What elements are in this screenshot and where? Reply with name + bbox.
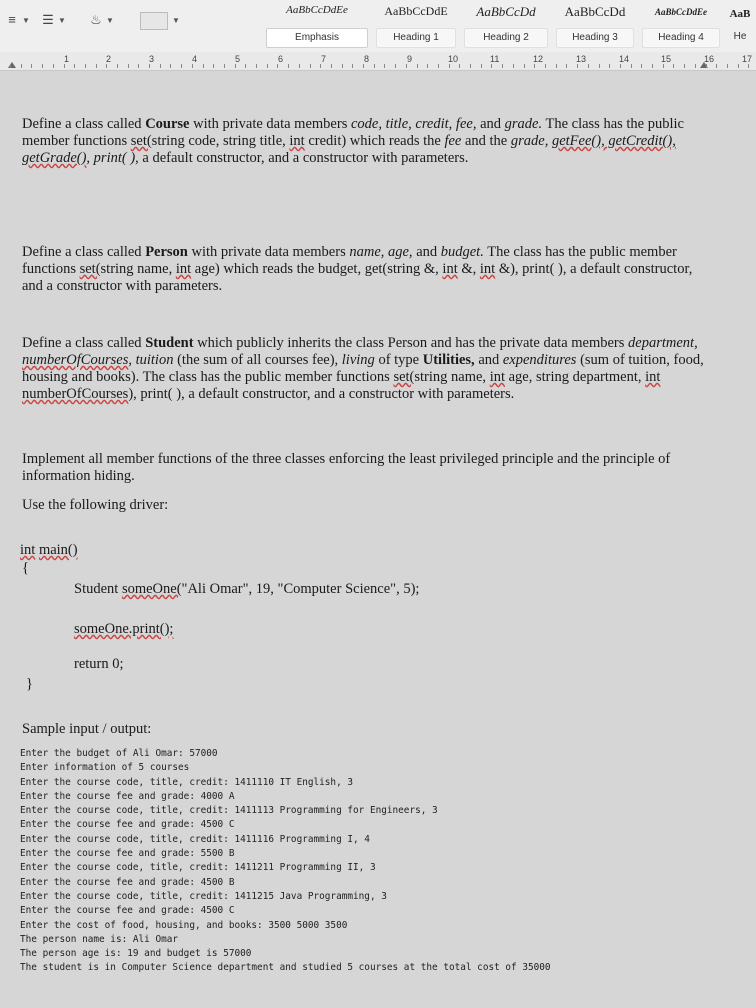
paragraph-student bbox=[22, 335, 712, 403]
style-sample: AaBbCcDd bbox=[564, 4, 626, 19]
ruler-tick bbox=[727, 64, 728, 68]
text: &, bbox=[457, 261, 480, 277]
ruler-tick bbox=[277, 64, 278, 68]
ruler-tick bbox=[417, 64, 418, 68]
ruler-tick bbox=[663, 64, 664, 68]
style-sample: AaB bbox=[729, 8, 751, 20]
paragraph-person bbox=[22, 244, 712, 295]
ruler-tick bbox=[748, 64, 749, 68]
style-sample: AaBbCcDdEe bbox=[654, 7, 707, 17]
ruler-tick bbox=[10, 64, 11, 68]
style-sample: AaBbCcDdE bbox=[384, 4, 448, 18]
ruler-tick bbox=[513, 64, 514, 68]
ruler-tick bbox=[491, 64, 492, 68]
align-justify-icon: ≡ bbox=[8, 12, 16, 27]
text: expenditures bbox=[502, 352, 577, 368]
ruler-number: 4 bbox=[192, 54, 198, 64]
ruler-number: 2 bbox=[106, 54, 112, 64]
ruler-tick bbox=[406, 64, 407, 68]
ruler-number: 15 bbox=[661, 54, 672, 64]
text: name, age, bbox=[349, 244, 413, 260]
text: int bbox=[289, 133, 305, 149]
text: Utilities, bbox=[422, 352, 475, 368]
console-output bbox=[20, 747, 720, 976]
ruler-tick bbox=[149, 64, 150, 68]
ruler-tick bbox=[235, 64, 236, 68]
sample-heading bbox=[22, 721, 712, 738]
text: set( bbox=[130, 133, 152, 149]
ruler-tick bbox=[438, 64, 439, 68]
ruler-tick bbox=[395, 64, 396, 68]
ruler-tick bbox=[96, 64, 97, 68]
code-line-student bbox=[74, 581, 419, 598]
console-line: Enter the course fee and grade: 4000 A bbox=[20, 790, 235, 802]
text: and bbox=[412, 244, 441, 260]
console-line: The person name is: Ali Omar bbox=[20, 933, 179, 945]
ruler-tick bbox=[267, 64, 268, 68]
text: set( bbox=[79, 261, 101, 277]
text: Define a class called bbox=[22, 335, 146, 351]
ruler-tick bbox=[138, 64, 139, 68]
ruler-number: 5 bbox=[235, 54, 241, 64]
console-line: Enter the course code, title, credit: 1411116 Programming I, 4 bbox=[20, 833, 370, 845]
paragraph-implement bbox=[22, 451, 712, 485]
ruler-tick bbox=[673, 64, 674, 68]
console-line: The student is in Computer Science department and studied 5 courses at the total cost of 35000 bbox=[20, 962, 551, 974]
ruler-tick bbox=[245, 64, 246, 68]
text: set( bbox=[393, 369, 415, 385]
style-name: Heading 4 bbox=[642, 28, 720, 48]
text: and the bbox=[461, 133, 511, 149]
paragraph-course bbox=[22, 116, 712, 167]
text: "Ali Omar", 19, "Computer Science", 5); bbox=[181, 581, 420, 597]
ruler-tick bbox=[609, 64, 610, 68]
ruler-tick bbox=[181, 64, 182, 68]
console-line: Enter the course fee and grade: 4500 B bbox=[20, 876, 235, 888]
code-line-return: return 0; bbox=[74, 656, 124, 672]
ruler-tick bbox=[641, 64, 642, 68]
ruler-tick bbox=[631, 64, 632, 68]
ruler-tick bbox=[620, 64, 621, 68]
text: main() bbox=[38, 542, 78, 558]
text: Person bbox=[145, 244, 188, 260]
code-line-open-brace: { bbox=[22, 560, 29, 576]
text: Implement all member functions of the three classes enforcing the least privileged principle and the principle of information hiding. bbox=[22, 451, 671, 484]
text: grade. bbox=[504, 116, 543, 132]
ruler-number: 8 bbox=[364, 54, 370, 64]
shading-button[interactable] bbox=[88, 10, 114, 30]
console-line: Enter the course code, title, credit: 1411211 Programming II, 3 bbox=[20, 862, 376, 874]
ruler-tick bbox=[213, 64, 214, 68]
ruler-number: 13 bbox=[576, 54, 587, 64]
ruler-tick bbox=[320, 64, 321, 68]
text: string code, string title, bbox=[151, 133, 290, 149]
ruler-number: 1 bbox=[64, 54, 70, 64]
console-line: Enter the course code, title, credit: 1411110 IT English, 3 bbox=[20, 776, 354, 788]
ruler-tick bbox=[524, 64, 525, 68]
borders-dropdown[interactable] bbox=[170, 10, 180, 30]
style-heading-1[interactable] bbox=[372, 0, 460, 52]
ruler-tick bbox=[374, 64, 375, 68]
style-emphasis[interactable] bbox=[262, 0, 372, 52]
text: and bbox=[476, 116, 505, 132]
paragraph-driver-intro bbox=[22, 497, 712, 514]
ruler-number: 9 bbox=[407, 54, 413, 64]
ruler-tick bbox=[652, 64, 653, 68]
text: age, string department, bbox=[505, 369, 646, 385]
text: int numberOfCourses bbox=[22, 369, 661, 402]
text: ), print( ), a default constructor, and a constructor with parameters. bbox=[128, 386, 515, 402]
ruler-number: 11 bbox=[490, 54, 500, 64]
ruler-tick bbox=[299, 64, 300, 68]
ruler-tick bbox=[384, 64, 385, 68]
ruler-tick bbox=[192, 64, 193, 68]
console-line: Enter the cost of food, housing, and books: 3500 5000 3500 bbox=[20, 919, 348, 931]
style-name: Heading 1 bbox=[376, 28, 456, 48]
list-button[interactable] bbox=[40, 10, 66, 30]
console-line: The person age is: 19 and budget is 57000 bbox=[20, 948, 252, 960]
code-line-print bbox=[74, 621, 173, 638]
text: with private data members bbox=[187, 244, 350, 260]
ruler-number: 16 bbox=[704, 54, 715, 64]
ruler-tick bbox=[53, 64, 54, 68]
text: Course bbox=[145, 116, 190, 132]
text: age) which reads the budget, get(string &, bbox=[191, 261, 443, 277]
text: Define a class called bbox=[22, 116, 146, 132]
ruler-tick bbox=[502, 64, 503, 68]
align-button[interactable] bbox=[4, 10, 30, 30]
text: The class has the public member functions bbox=[22, 244, 677, 277]
style-heading-2[interactable] bbox=[460, 0, 552, 52]
ruler-tick bbox=[695, 64, 696, 68]
text: Use the following driver: bbox=[22, 497, 169, 513]
ruler-number: 6 bbox=[278, 54, 284, 64]
chevron-down-icon: ▼ bbox=[106, 15, 114, 25]
ruler-tick bbox=[481, 64, 482, 68]
text: numberOfCourses bbox=[22, 352, 129, 368]
text: Define a class called bbox=[22, 244, 146, 260]
ruler-tick bbox=[310, 64, 311, 68]
horizontal-ruler[interactable] bbox=[0, 52, 756, 71]
ruler-tick bbox=[331, 64, 332, 68]
ruler-tick bbox=[427, 64, 428, 68]
bullet-list-icon: ☰ bbox=[42, 12, 54, 27]
text: The class has the public member functions bbox=[22, 116, 684, 149]
console-line: Enter the course fee and grade: 4500 C bbox=[20, 905, 235, 917]
text: and bbox=[474, 352, 503, 368]
ruler-number: 3 bbox=[149, 54, 155, 64]
ribbon-toolbar bbox=[0, 0, 756, 53]
style-name: He bbox=[733, 31, 747, 42]
text: &), print( ), a default constructor, and a constructor with parameters. bbox=[22, 261, 693, 294]
style-sample: AaBbCcDd bbox=[476, 4, 536, 19]
console-line: Enter the course fee and grade: 5500 B bbox=[20, 848, 235, 860]
ruler-tick bbox=[128, 64, 129, 68]
ruler-number: 12 bbox=[533, 54, 544, 64]
text: , print( ) bbox=[86, 150, 136, 166]
ruler-number: 10 bbox=[448, 54, 459, 64]
text: getFee(), getCredit(), getGrade() bbox=[22, 133, 676, 166]
text: which publicly inherits the class Person and has the private data members bbox=[193, 335, 629, 351]
ruler-tick bbox=[566, 64, 567, 68]
ruler-tick bbox=[352, 64, 353, 68]
ruler-tick bbox=[21, 64, 22, 68]
text: Sample input / output: bbox=[22, 721, 152, 737]
ruler-tick bbox=[684, 64, 685, 68]
ruler-tick bbox=[256, 64, 257, 68]
text: int bbox=[489, 369, 505, 385]
ruler-tick bbox=[203, 64, 204, 68]
ruler-tick bbox=[738, 64, 739, 68]
ruler-tick bbox=[74, 64, 75, 68]
text: , tuition bbox=[128, 352, 174, 368]
style-name: Emphasis bbox=[266, 28, 368, 48]
text: Student bbox=[145, 335, 194, 351]
style-name: Heading 3 bbox=[556, 28, 634, 48]
ruler-tick bbox=[363, 64, 364, 68]
text: budget. bbox=[440, 244, 484, 260]
text: someOne.print(); bbox=[74, 621, 174, 637]
text: (the sum of all courses fee), bbox=[173, 352, 342, 368]
text: int bbox=[442, 261, 458, 277]
chevron-down-icon: ▼ bbox=[22, 15, 30, 25]
text: department, bbox=[628, 335, 698, 351]
text: fee bbox=[444, 133, 462, 149]
text: string name, bbox=[414, 369, 490, 385]
console-line: Enter information of 5 courses bbox=[20, 762, 190, 774]
chevron-down-icon: ▼ bbox=[58, 15, 66, 25]
text: of type bbox=[374, 352, 423, 368]
ruler-tick bbox=[64, 64, 65, 68]
text: someOne( bbox=[121, 581, 182, 597]
ruler-number: 14 bbox=[619, 54, 630, 64]
text: int bbox=[175, 261, 192, 277]
text: int bbox=[479, 261, 496, 277]
ruler-tick bbox=[556, 64, 557, 68]
chevron-down-icon: ▼ bbox=[172, 15, 180, 25]
text: grade, bbox=[510, 133, 552, 149]
paint-bucket-icon: ♨ bbox=[90, 12, 102, 27]
style-name: Heading 2 bbox=[464, 28, 548, 48]
text: with private data members bbox=[189, 116, 351, 132]
console-line: Enter the budget of Ali Omar: 57000 bbox=[20, 748, 218, 759]
ruler-number: 7 bbox=[321, 54, 327, 64]
ruler-tick bbox=[545, 64, 546, 68]
text: living bbox=[341, 352, 375, 368]
ruler-tick bbox=[588, 64, 589, 68]
ruler-tick bbox=[31, 64, 32, 68]
ruler-tick bbox=[470, 64, 471, 68]
styles-gallery bbox=[262, 0, 756, 52]
ruler-number: 17 bbox=[742, 54, 753, 64]
text: string name, bbox=[100, 261, 176, 277]
ruler-tick bbox=[706, 64, 707, 68]
console-line: Enter the course code, title, credit: 1411215 Java Programming, 3 bbox=[20, 890, 387, 902]
ruler-tick bbox=[599, 64, 600, 68]
code-line-close-brace: } bbox=[26, 676, 33, 692]
text: credit) which reads the bbox=[304, 133, 445, 149]
ruler-tick bbox=[534, 64, 535, 68]
ruler-tick bbox=[449, 64, 450, 68]
ruler-tick bbox=[577, 64, 578, 68]
ruler-tick bbox=[160, 64, 161, 68]
text: code, title, credit, fee, bbox=[350, 116, 477, 132]
border-color-swatch[interactable] bbox=[140, 12, 168, 30]
text: , a default constructor, and a constructor with parameters. bbox=[135, 150, 469, 166]
code-line-main bbox=[20, 542, 78, 559]
ruler-tick bbox=[342, 64, 343, 68]
ruler-tick bbox=[42, 64, 43, 68]
console-line: Enter the course code, title, credit: 1411113 Programming for Engineers, 3 bbox=[20, 805, 438, 817]
ruler-tick bbox=[170, 64, 171, 68]
ruler-tick bbox=[224, 64, 225, 68]
ruler-tick bbox=[288, 64, 289, 68]
ruler-tick bbox=[716, 64, 717, 68]
ruler-tick bbox=[117, 64, 118, 68]
style-sample: AaBbCcDdEe bbox=[286, 4, 348, 16]
text: int bbox=[20, 542, 36, 558]
style-heading-5[interactable] bbox=[724, 0, 756, 52]
style-heading-3[interactable] bbox=[552, 0, 638, 52]
ruler-tick bbox=[106, 64, 107, 68]
text: (sum of tuition, food, housing and books). The class has the public member functions bbox=[22, 352, 704, 385]
style-heading-4[interactable] bbox=[638, 0, 724, 52]
text: Student bbox=[74, 581, 122, 597]
ruler-tick bbox=[459, 64, 460, 68]
ruler-tick bbox=[85, 64, 86, 68]
console-line: Enter the course fee and grade: 4500 C bbox=[20, 819, 235, 831]
